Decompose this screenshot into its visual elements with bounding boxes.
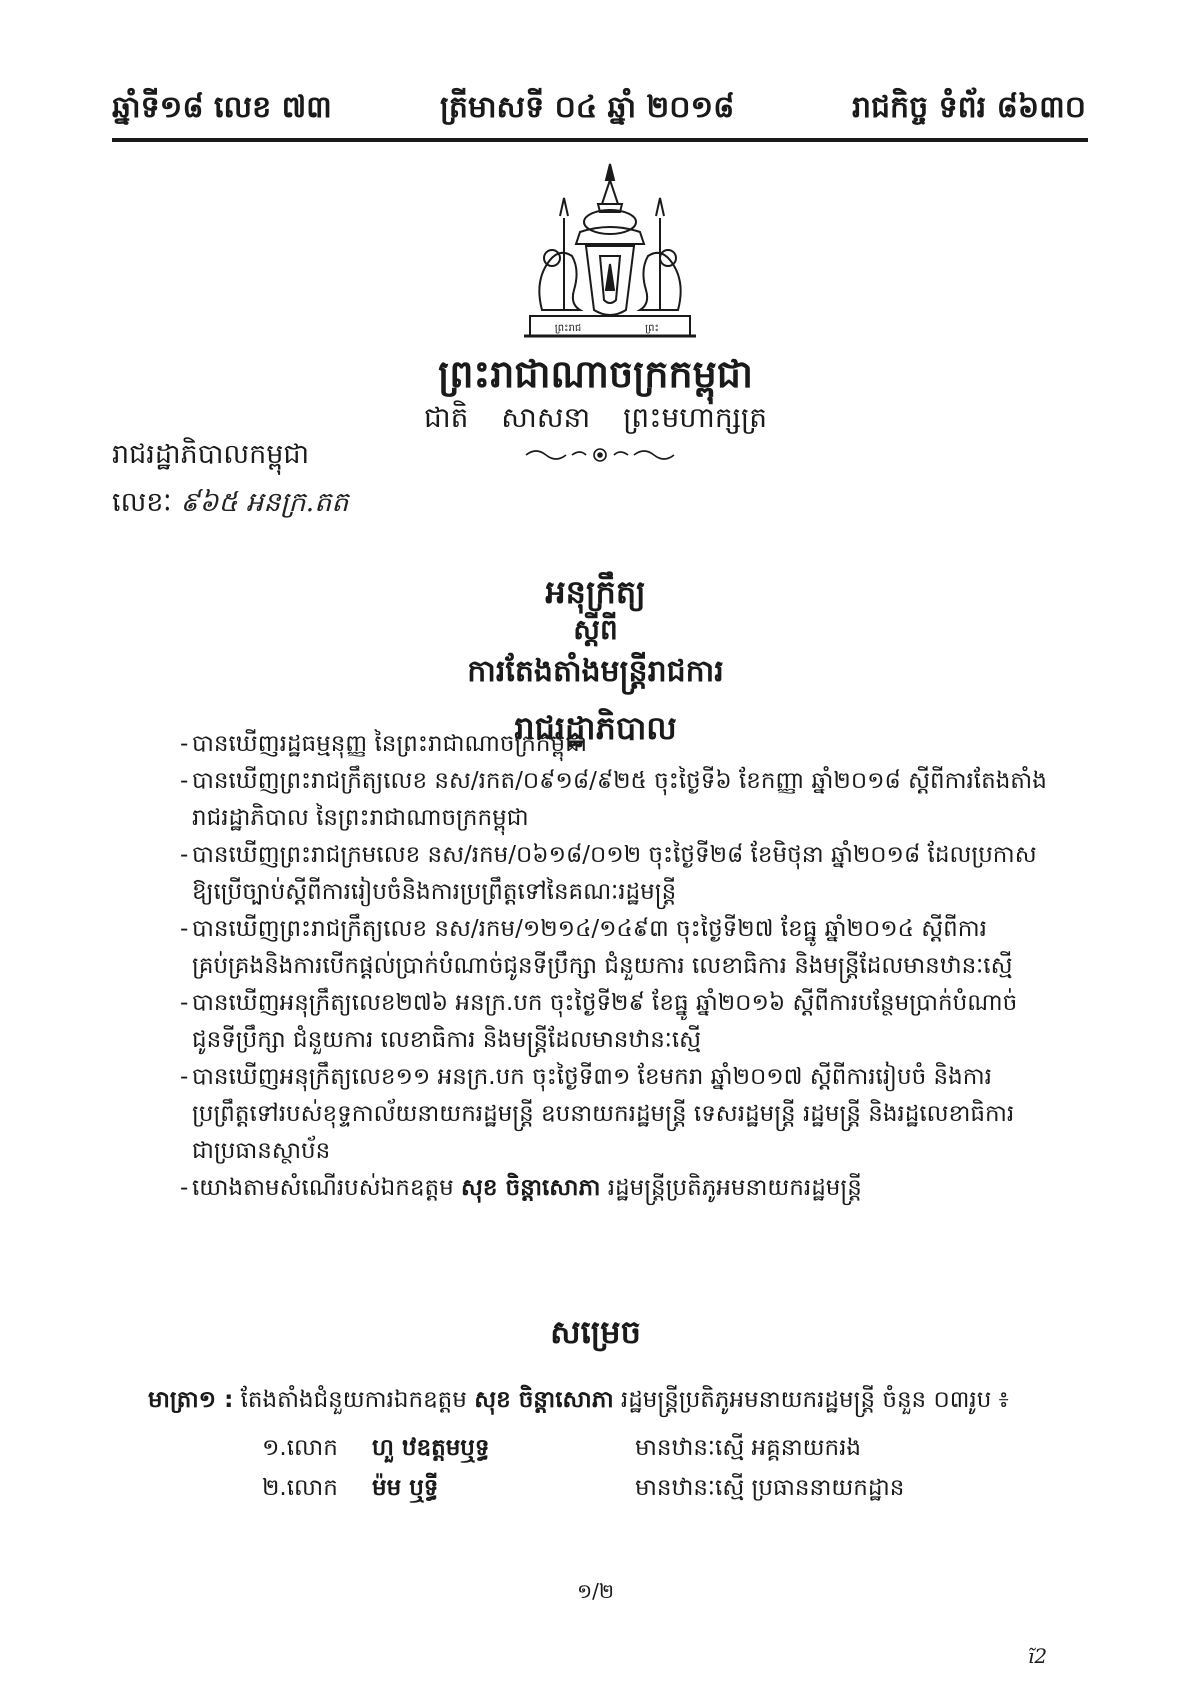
header-gazette-page: រាជកិច្ច ទំព័រ ៨៦៣០	[851, 90, 1086, 125]
document-about: ស្តីពី	[573, 613, 618, 646]
consideration-item: - បានឃើញព្រះរាជក្រមលេខ នស/រកម/០៦១៨/០១២ ចុះថ្ងៃទី២៨ ខែមិថុនា ឆ្នាំ២០១៨ ដែលប្រកាស ឱ្យប្រើច្បាប់ស្តីពីការរៀបចំនិងការប្រព្រឹត្តទៅនៃគណៈរដ្ឋមន្ត្រី	[192, 837, 1072, 911]
consideration-line: ជាប្រធានស្ថាប័ន	[192, 1138, 331, 1164]
ornament-divider-icon	[520, 442, 680, 468]
national-motto	[0, 400, 1191, 441]
minister-name: សុខ ចិន្តាសោភា	[460, 1175, 601, 1201]
consideration-text: យោងតាមសំណើរបស់ឯកឧត្តម	[192, 1175, 461, 1201]
article-text-before: តែងតាំងជំនួយការឯកឧត្តម	[240, 1387, 475, 1413]
header-quarter: ត្រីមាសទី ០៤ ឆ្នាំ ២០១៨	[440, 90, 735, 125]
consideration-line: រាជរដ្ឋាភិបាល នៃព្រះរាជាណាចក្រកម្ពុជា	[192, 805, 529, 831]
kingdom-title: ព្រះរាជាណាចក្រកម្ពុជា	[438, 351, 753, 396]
document-type: អនុក្រឹត្យ	[545, 573, 646, 611]
emblem-label-left: ព្រះរាជ	[554, 323, 582, 334]
consideration-item: - បានឃើញព្រះរាជក្រឹត្យលេខ នស/រកម/១២១៤/១៤៩៣ ចុះថ្ងៃទី២៧ ខែធ្នូ ឆ្នាំ២០១៤ ស្តីពីការ គ្រប់គ្រងនិងការបើកផ្តល់ប្រាក់បំណាច់ជូនទីប្រឹក្សា ជំនួយការ លេខាធិការ និងមន្ត្រីដែលមានឋានៈស្មើ	[192, 911, 1072, 985]
consideration-item: - បានឃើញអនុក្រឹត្យលេខ២៧៦ អនក្រ.បក ចុះថ្ងៃទី២៩ ខែធ្នូ ឆ្នាំ២០១៦ ស្តីពីការបន្ថែមប្រាក់បំណាច់ ជូនទីប្រឹក្សា ជំនួយការ លេខាធិការ និងមន្ត្រីដែលមានឋានៈស្មើ	[192, 985, 1072, 1059]
header-year-issue: ឆ្នាំទី១៨ លេខ ៧៣	[112, 90, 332, 125]
consideration-line	[192, 1170, 1072, 1207]
consideration-line: បានឃើញព្រះរាជក្រឹត្យលេខ នស/រកម/១២១៤/១៤៩៣ ចុះថ្ងៃទី២៧ ខែធ្នូ ឆ្នាំ២០១៤ ស្តីពីការ	[192, 916, 987, 942]
appointee-index: ១.លោក	[262, 1435, 338, 1461]
document-number	[112, 486, 349, 525]
page-number: ១/២	[576, 1579, 614, 1603]
appointee-name: ហួ ឋឧត្តមឬទ្ធ	[372, 1435, 490, 1461]
consideration-line: បានឃើញអនុក្រឹត្យលេខ២៧៦ អនក្រ.បក ចុះថ្ងៃទី២៩ ខែធ្នូ ឆ្នាំ២០១៦ ស្តីពីការបន្ថែមប្រាក់បំណាច់	[192, 990, 1018, 1016]
document-subject: ការតែងតាំងមន្ត្រីរាជការ	[467, 654, 724, 689]
decision-heading: សម្រេច	[550, 1313, 641, 1351]
consideration-line: ជូនទីប្រឹក្សា ជំនួយការ លេខាធិការ និងមន្ត្រីដែលមានឋានៈស្មើ	[192, 1027, 702, 1053]
consideration-line: ឱ្យប្រើច្បាប់ស្តីពីការរៀបចំនិងការប្រព្រឹត្តទៅនៃគណៈរដ្ឋមន្ត្រី	[192, 879, 677, 905]
consideration-item: - បានឃើញរដ្ឋធម្មនុញ្ញ នៃព្រះរាជាណាចក្រកម្ពុជា	[192, 726, 1072, 763]
appointee-name: ម៉ម ឬទ្ធី	[372, 1475, 439, 1501]
consideration-text: រដ្ឋមន្ត្រីប្រតិភូអមនាយករដ្ឋមន្ត្រី	[600, 1175, 862, 1201]
appointee-rank: មានឋានៈស្មើ ប្រធាននាយកដ្ឋាន	[635, 1475, 905, 1501]
consideration-line: គ្រប់គ្រងនិងការបើកផ្តល់ប្រាក់បំណាច់ជូនទីប្រឹក្សា ជំនួយការ លេខាធិការ និងមន្ត្រីដែលមានឋានៈស្មើ	[192, 953, 1013, 979]
article-minister-name: សុខ ចិន្តាសោភា	[474, 1387, 614, 1413]
consideration-line: បានឃើញព្រះរាជក្រឹត្យលេខ នស/រកត/០៩១៨/៩២៥ ចុះថ្ងៃទី៦ ខែកញ្ញា ឆ្នាំ២០១៨ ស្តីពីការតែងតាំង	[192, 768, 1047, 794]
header-rule	[112, 138, 1088, 142]
motto-nation: ជាតិ	[423, 401, 469, 434]
motto-religion: សាសនា	[501, 401, 591, 434]
consideration-line: បានឃើញអនុក្រឹត្យលេខ១១ អនក្រ.បក ចុះថ្ងៃទី៣១ ខែមករា ឆ្នាំ២០១៧ ស្តីពីការរៀបចំ និងការ	[192, 1064, 992, 1090]
appointee-index: ២.លោក	[262, 1475, 338, 1501]
consideration-item: - យោងតាមសំណើរបស់ឯកឧត្តម សុខ ចិន្តាសោភា រដ្ឋមន្ត្រីប្រតិភូអមនាយករដ្ឋមន្ត្រី	[192, 1170, 1072, 1207]
consideration-item: - បានឃើញព្រះរាជក្រឹត្យលេខ នស/រកត/០៩១៨/៩២៥ ចុះថ្ងៃទី៦ ខែកញ្ញា ឆ្នាំ២០១៨ ស្តីពីការតែងតាំង រាជរដ្ឋាភិបាល នៃព្រះរាជាណាចក្រកម្ពុជា	[192, 763, 1072, 837]
document-number-prefix: លេខៈ	[112, 487, 172, 518]
article-1	[148, 1386, 1009, 1419]
consideration-line: ប្រព្រឹត្តទៅរបស់ខុទ្ទកាល័យនាយករដ្ឋមន្ត្រី ឧបនាយករដ្ឋមន្ត្រី ទេសរដ្ឋមន្ត្រី រដ្ឋមន្ត្រី និងរដ្ឋលេខាធិការ	[192, 1101, 1015, 1127]
royal-emblem-icon	[520, 160, 700, 350]
issuing-authority: រាជរដ្ឋាភិបាល	[514, 709, 677, 747]
emblem-label-right: ព្រះ	[645, 323, 659, 334]
consideration-item: - បានឃើញអនុក្រឹត្យលេខ១១ អនក្រ.បក ចុះថ្ងៃទី៣១ ខែមករា ឆ្នាំ២០១៧ ស្តីពីការរៀបចំ និងការ ប្រព្រឹត្តទៅរបស់ខុទ្ទកាល័យនាយករដ្ឋមន្ត្រី ឧបនាយករដ្ឋមន្ត្រី ទេសរដ្ឋមន្ត្រី រដ្ឋមន្ត្រី និងរដ្ឋលេខាធិការ ជាប្រធានស្ថាប័ន	[192, 1059, 1072, 1170]
consideration-line: បានឃើញព្រះរាជក្រមលេខ នស/រកម/០៦១៨/០១២ ចុះថ្ងៃទី២៨ ខែមិថុនា ឆ្នាំ២០១៨ ដែលប្រកាស	[192, 842, 1037, 868]
motto-king: ព្រះមហាក្សត្រ	[623, 401, 768, 434]
consideration-line: បានឃើញរដ្ឋធម្មនុញ្ញ នៃព្រះរាជាណាចក្រកម្ពុជា	[192, 731, 587, 757]
document-number-handwritten: ៩៦៥ អនក្រ.តត	[180, 487, 349, 518]
appointee-rank: មានឋានៈស្មើ អគ្គនាយករង	[635, 1435, 862, 1461]
corner-mark: ĩ2	[1028, 1644, 1048, 1668]
article-text-after: រដ្ឋមន្ត្រីប្រតិភូអមនាយករដ្ឋមន្ត្រី ចំនួន ០៣រូប ៖	[613, 1387, 1009, 1413]
issuing-government: រាជរដ្ឋាភិបាលកម្ពុជា	[112, 439, 310, 470]
article-label: មាត្រា១ :	[148, 1387, 234, 1413]
